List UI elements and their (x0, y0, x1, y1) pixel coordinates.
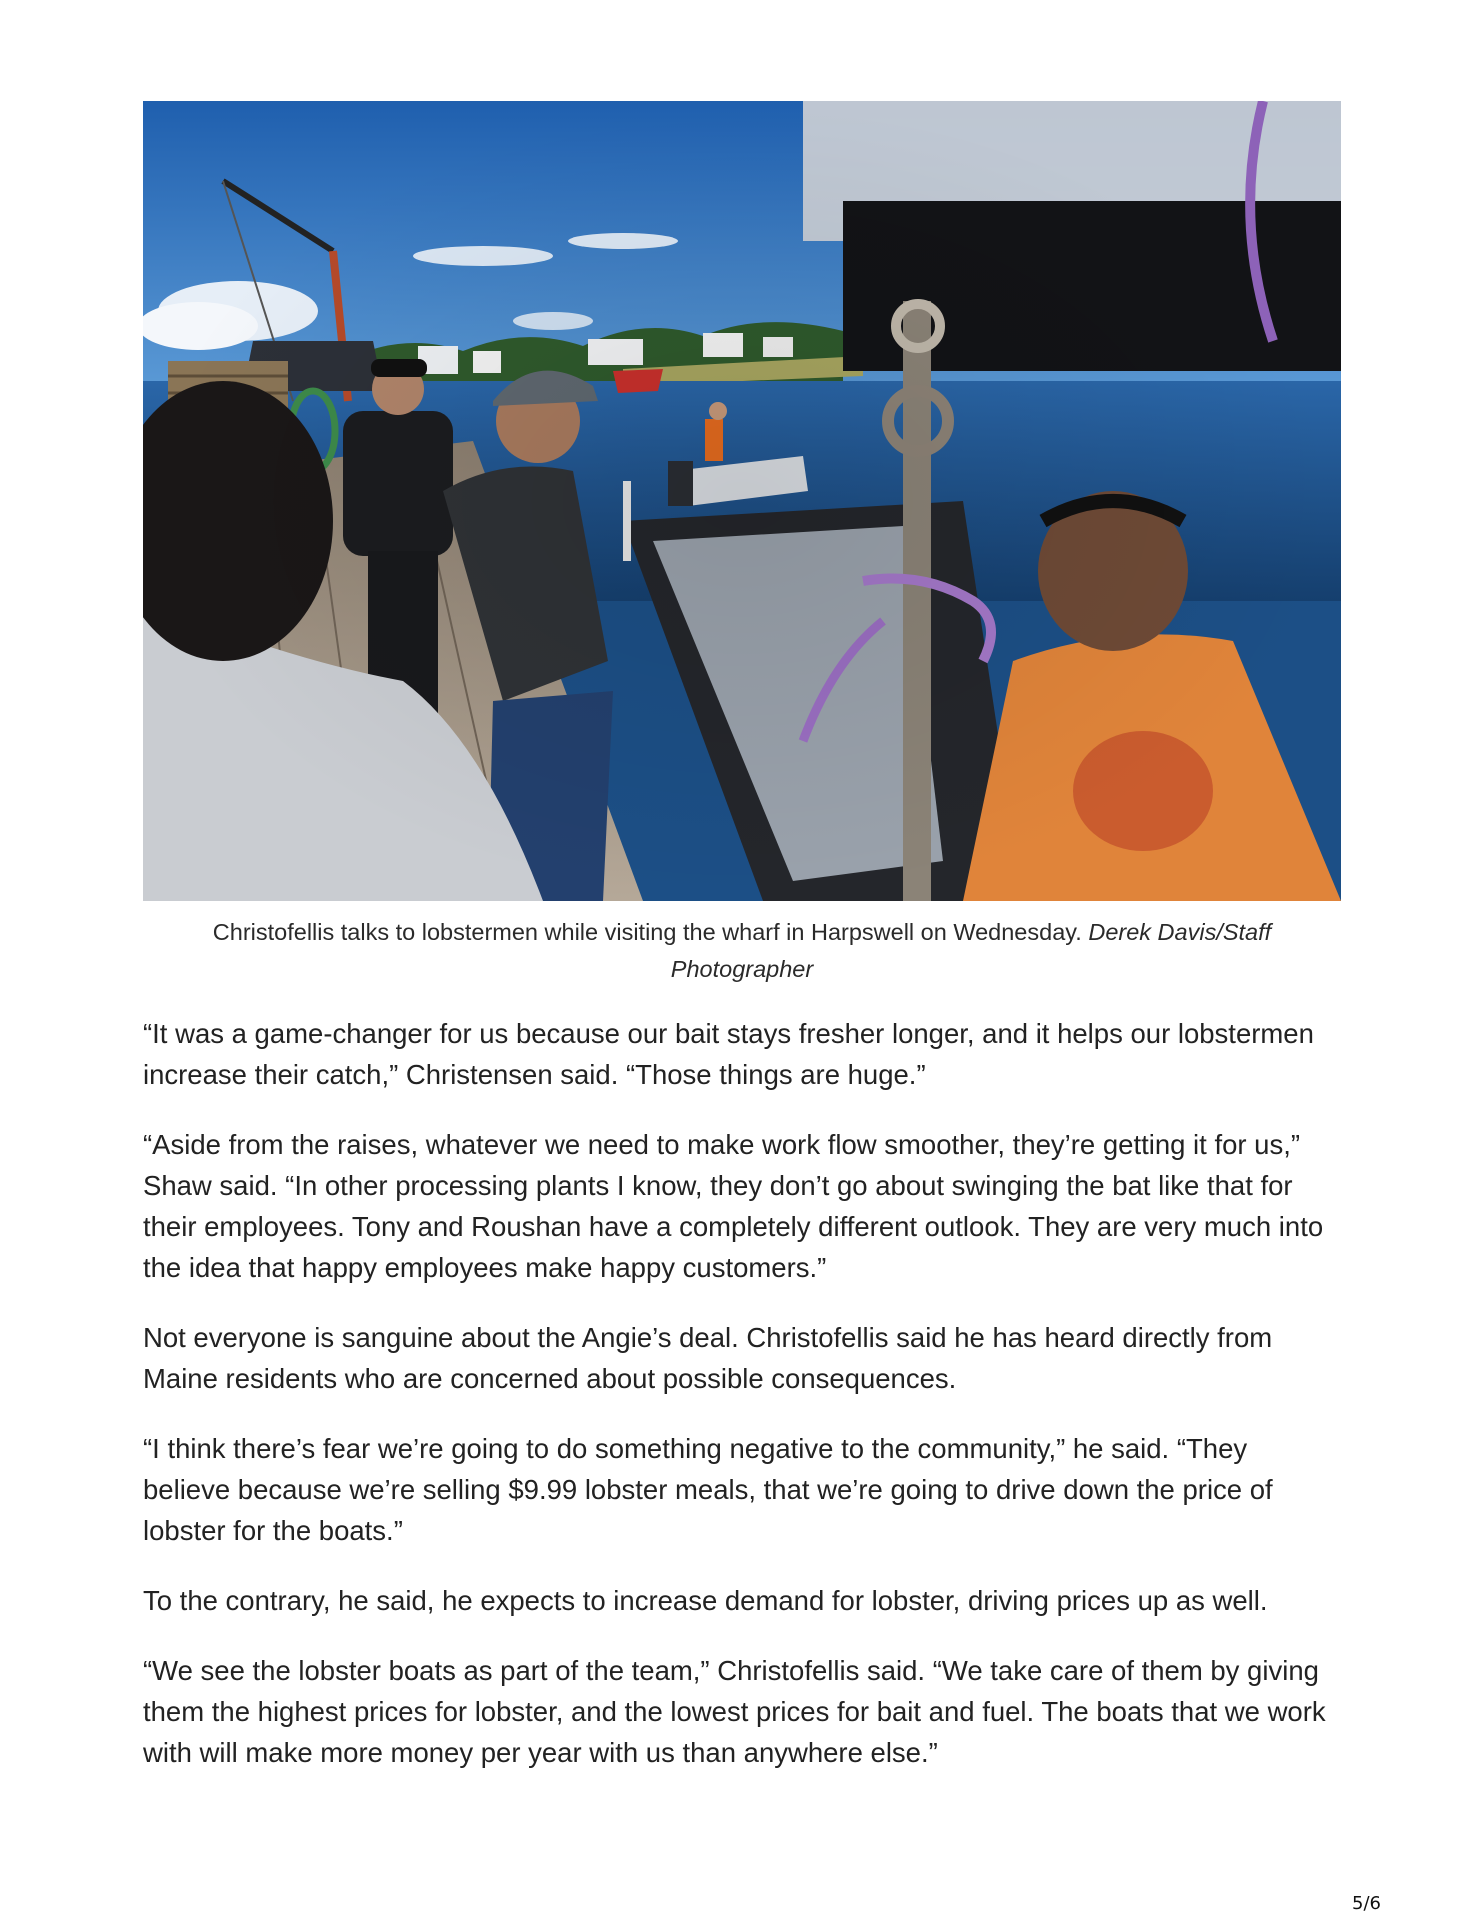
page-number: 5/6 (1352, 1893, 1381, 1914)
photo-credit: Derek Davis/Staff Photographer (670, 919, 1272, 982)
paragraph: “It was a game-changer for us because our bait stays fresher longer, and it helps our lobstermen increase their catch,” Christensen said. “Those things are huge.” (143, 1018, 1314, 1090)
paragraph: Not everyone is sanguine about the Angie’s deal. Christofellis said he has heard directly from Maine residents who are concerned about possible consequences. (143, 1322, 1273, 1394)
paragraph: “I think there’s fear we’re going to do something negative to the community,” he said. “They believe because we’re selling $9.99 lobster meals, that we’re going to drive down the price of lobster for the boats.” (143, 1433, 1273, 1546)
paragraph: To the contrary, he said, he expects to increase demand for lobster, driving prices up as well. (143, 1585, 1268, 1616)
article-body (143, 1013, 1341, 1802)
paragraph: “Aside from the raises, whatever we need to make work flow smoother, they’re getting it for us,” Shaw said. “In other processing plants I know, they don’t go about swinging the bat like that for their employees. Tony and Roushan have a completely different outlook. They are very much into the idea that happy employees make happy customers.” (143, 1129, 1324, 1283)
wharf-photo-illustration (143, 101, 1341, 901)
paragraph: “We see the lobster boats as part of the team,” Christofellis said. “We take care of them by giving them the highest prices for lobster, and the lowest prices for bait and fuel. The boats that we work with will make more money per year with us than anywhere else.” (143, 1655, 1326, 1768)
article-photo (143, 101, 1341, 901)
photo-caption (143, 914, 1341, 988)
caption-text: Christofellis talks to lobstermen while visiting the wharf in Harpswell on Wednesday. (212, 919, 1082, 945)
